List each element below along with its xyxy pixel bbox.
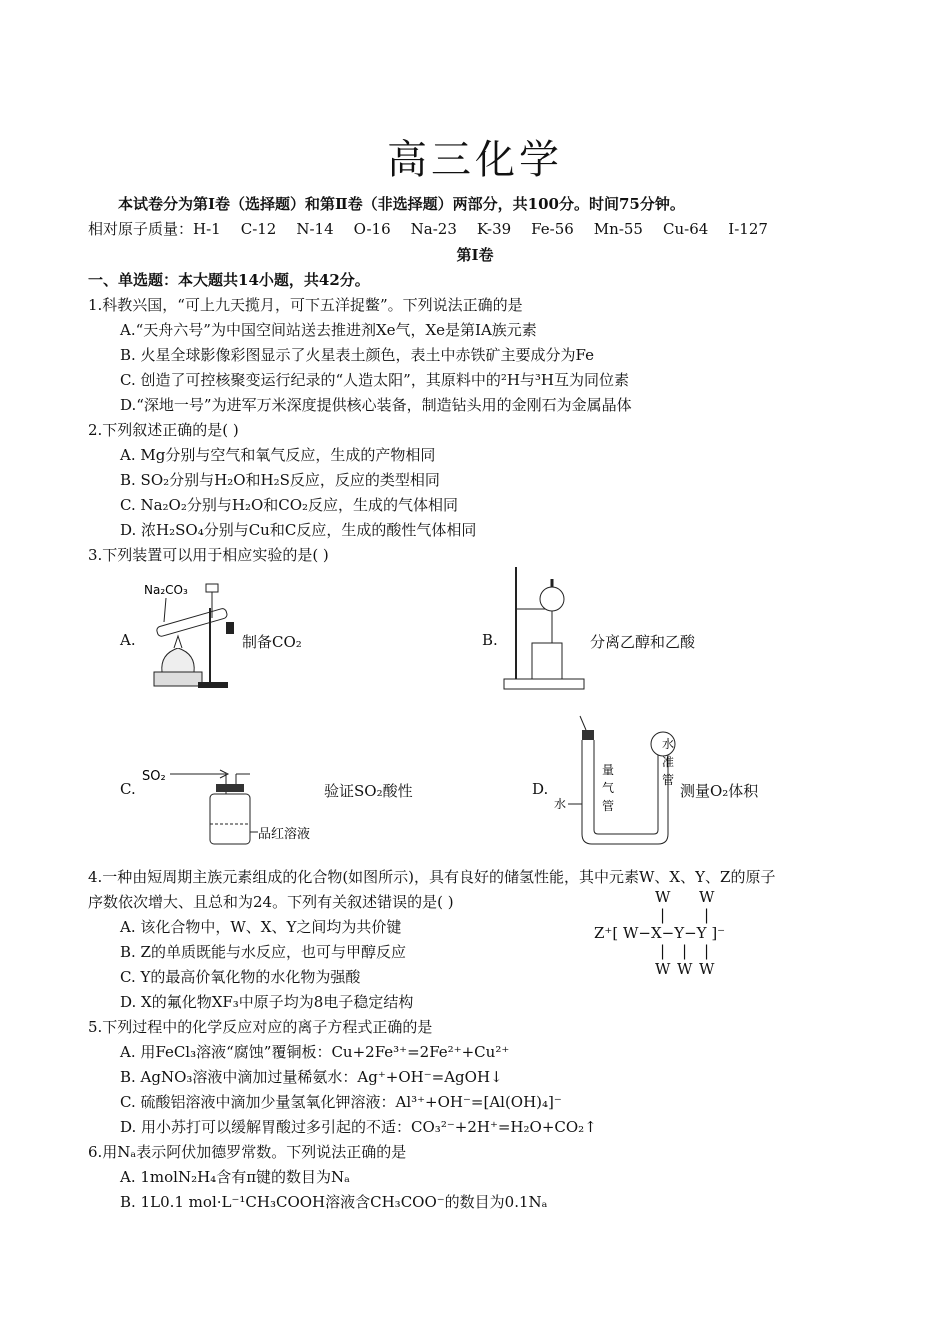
question-stem: 4.一种由短周期主族元素组成的化合物(如图所示)，具有良好的储氢性能，其中元素W、X、Y、Z的原子 (88, 868, 776, 886)
question-stem: 2.下列叙述正确的是( ) (88, 421, 239, 439)
option-a: A. Mg分别与空气和氧气反应，生成的产物相同 (120, 446, 436, 464)
option-d: D. 浓H₂SO₄分别与Cu和C反应，生成的酸性气体相同 (120, 521, 477, 539)
apparatus-d-figure (548, 712, 684, 852)
bond: | (704, 942, 710, 960)
option-a: A. 1molN₂H₄含有π键的数目为Nₐ (120, 1168, 350, 1186)
atomic-mass: Cu-64 (662, 220, 709, 238)
option-b: B. (482, 631, 498, 649)
question-stem: 1.科教兴国，“可上九天揽月，可下五洋捉鳖”。下列说法正确的是 (88, 296, 523, 314)
level-label: 准 (662, 755, 675, 769)
level-label: 管 (662, 773, 675, 787)
apparatus-b-figure (502, 565, 592, 692)
atomic-mass: Na-23 (410, 220, 457, 238)
caption-b: 分离乙醇和乙酸 (590, 633, 696, 651)
atomic-masses (88, 218, 788, 239)
tube-label: 管 (602, 799, 615, 813)
atomic-mass: I-127 (728, 220, 768, 238)
tube-label: 量 (602, 763, 615, 777)
atomic-mass: H-1 (193, 220, 221, 238)
atomic-mass-label: 相对原子质量： (88, 220, 194, 238)
question-stem: 5.下列过程中的化学反应对应的离子方程式正确的是 (88, 1018, 433, 1036)
reagent-label: Na₂CO₃ (144, 583, 188, 597)
section-title: 第Ⅰ卷 (456, 246, 494, 264)
atomic-mass: C-12 (240, 220, 277, 238)
bond: | (682, 942, 688, 960)
tube-label: 气 (602, 781, 615, 795)
atomic-mass: O-16 (353, 220, 391, 238)
apparatus-c-figure (140, 760, 320, 850)
option-a: A. (120, 631, 136, 649)
option-c: C. (120, 780, 136, 798)
atomic-mass: Fe-56 (531, 220, 574, 238)
bond: | (704, 906, 710, 924)
option-a: A. 该化合物中，W、X、Y之间均为共价键 (120, 918, 402, 936)
caption-c: 验证SO₂酸性 (324, 782, 413, 800)
exam-intro: 本试卷分为第Ⅰ卷（选择题）和第Ⅱ卷（非选择题）两部分，共100分。时间75分钟。 (118, 195, 685, 213)
option-c: C. Y的最高价氧化物的水化物为强酸 (120, 968, 361, 986)
bond: | (660, 906, 666, 924)
water-label: 水 (554, 797, 567, 811)
atom-w: W (699, 960, 715, 978)
part-title: 一、单选题：本大题共14小题，共42分。 (88, 271, 370, 289)
atom-w: W (677, 960, 693, 978)
option-d: D. (532, 780, 549, 798)
option-a: A.“天舟六号”为中国空间站送去推进剂Xe气，Xe是第ⅠA族元素 (120, 321, 537, 339)
question-stem: 6.用Nₐ表示阿伏加德罗常数。下列说法正确的是 (88, 1143, 407, 1161)
option-d: D. X的氟化物XF₃中原子均为8电子稳定结构 (120, 993, 414, 1011)
option-c: C. 硫酸铝溶液中滴加少量氢氧化钾溶液：Al³⁺+OH⁻=[Al(OH)₄]⁻ (120, 1093, 562, 1111)
atomic-mass: Mn-55 (593, 220, 643, 238)
structure-formula: Z⁺[ W−X−Y−Y ]⁻ (594, 924, 726, 942)
level-label: 水 (662, 737, 675, 751)
option-c: C. 创造了可控核聚变运行纪录的“人造太阳”，其原料中的²H与³H互为同位素 (120, 371, 630, 389)
option-a: A. 用FeCl₃溶液“腐蚀”覆铜板：Cu+2Fe³⁺=2Fe²⁺+Cu²⁺ (120, 1043, 510, 1061)
atomic-mass: K-39 (476, 220, 512, 238)
option-c: C. Na₂O₂分别与H₂O和CO₂反应，生成的气体相同 (120, 496, 459, 514)
solution-label: 品红溶液 (258, 827, 311, 842)
option-b: B. 1L0.1 mol·L⁻¹CH₃COOH溶液含CH₃COO⁻的数目为0.1Nₐ (120, 1193, 548, 1211)
structure-figure (594, 888, 744, 980)
bond: | (660, 942, 666, 960)
atomic-mass: N-14 (296, 220, 334, 238)
atom-w: W (655, 960, 671, 978)
caption-d: 测量O₂体积 (680, 782, 759, 800)
question-stem: 3.下列装置可以用于相应实验的是( ) (88, 546, 329, 564)
caption-a: 制备CO₂ (242, 633, 302, 651)
option-b: B. SO₂分别与H₂O和H₂S反应，反应的类型相同 (120, 471, 440, 489)
option-b: B. 火星全球影像彩图显示了火星表土颜色，表土中赤铁矿主要成分为Fe (120, 346, 595, 364)
question-stem-cont: 序数依次增大、且总和为24。下列有关叙述错误的是( ) (88, 893, 454, 911)
page-title: 高三化学 (387, 137, 563, 183)
option-d: D. 用小苏打可以缓解胃酸过多引起的不适：CO₃²⁻+2H⁺=H₂O+CO₂↑ (120, 1118, 597, 1136)
gas-label: SO₂ (142, 769, 166, 784)
option-d: D.“深地一号”为进军万米深度提供核心装备，制造钻头用的金刚石为金属晶体 (120, 396, 632, 414)
atom-w: W (655, 888, 671, 906)
apparatus-a-figure (140, 578, 240, 690)
atom-w: W (699, 888, 715, 906)
option-b: B. AgNO₃溶液中滴加过量稀氨水：Ag⁺+OH⁻=AgOH↓ (120, 1068, 503, 1086)
option-b: B. Z的单质既能与水反应，也可与甲醇反应 (120, 943, 406, 961)
